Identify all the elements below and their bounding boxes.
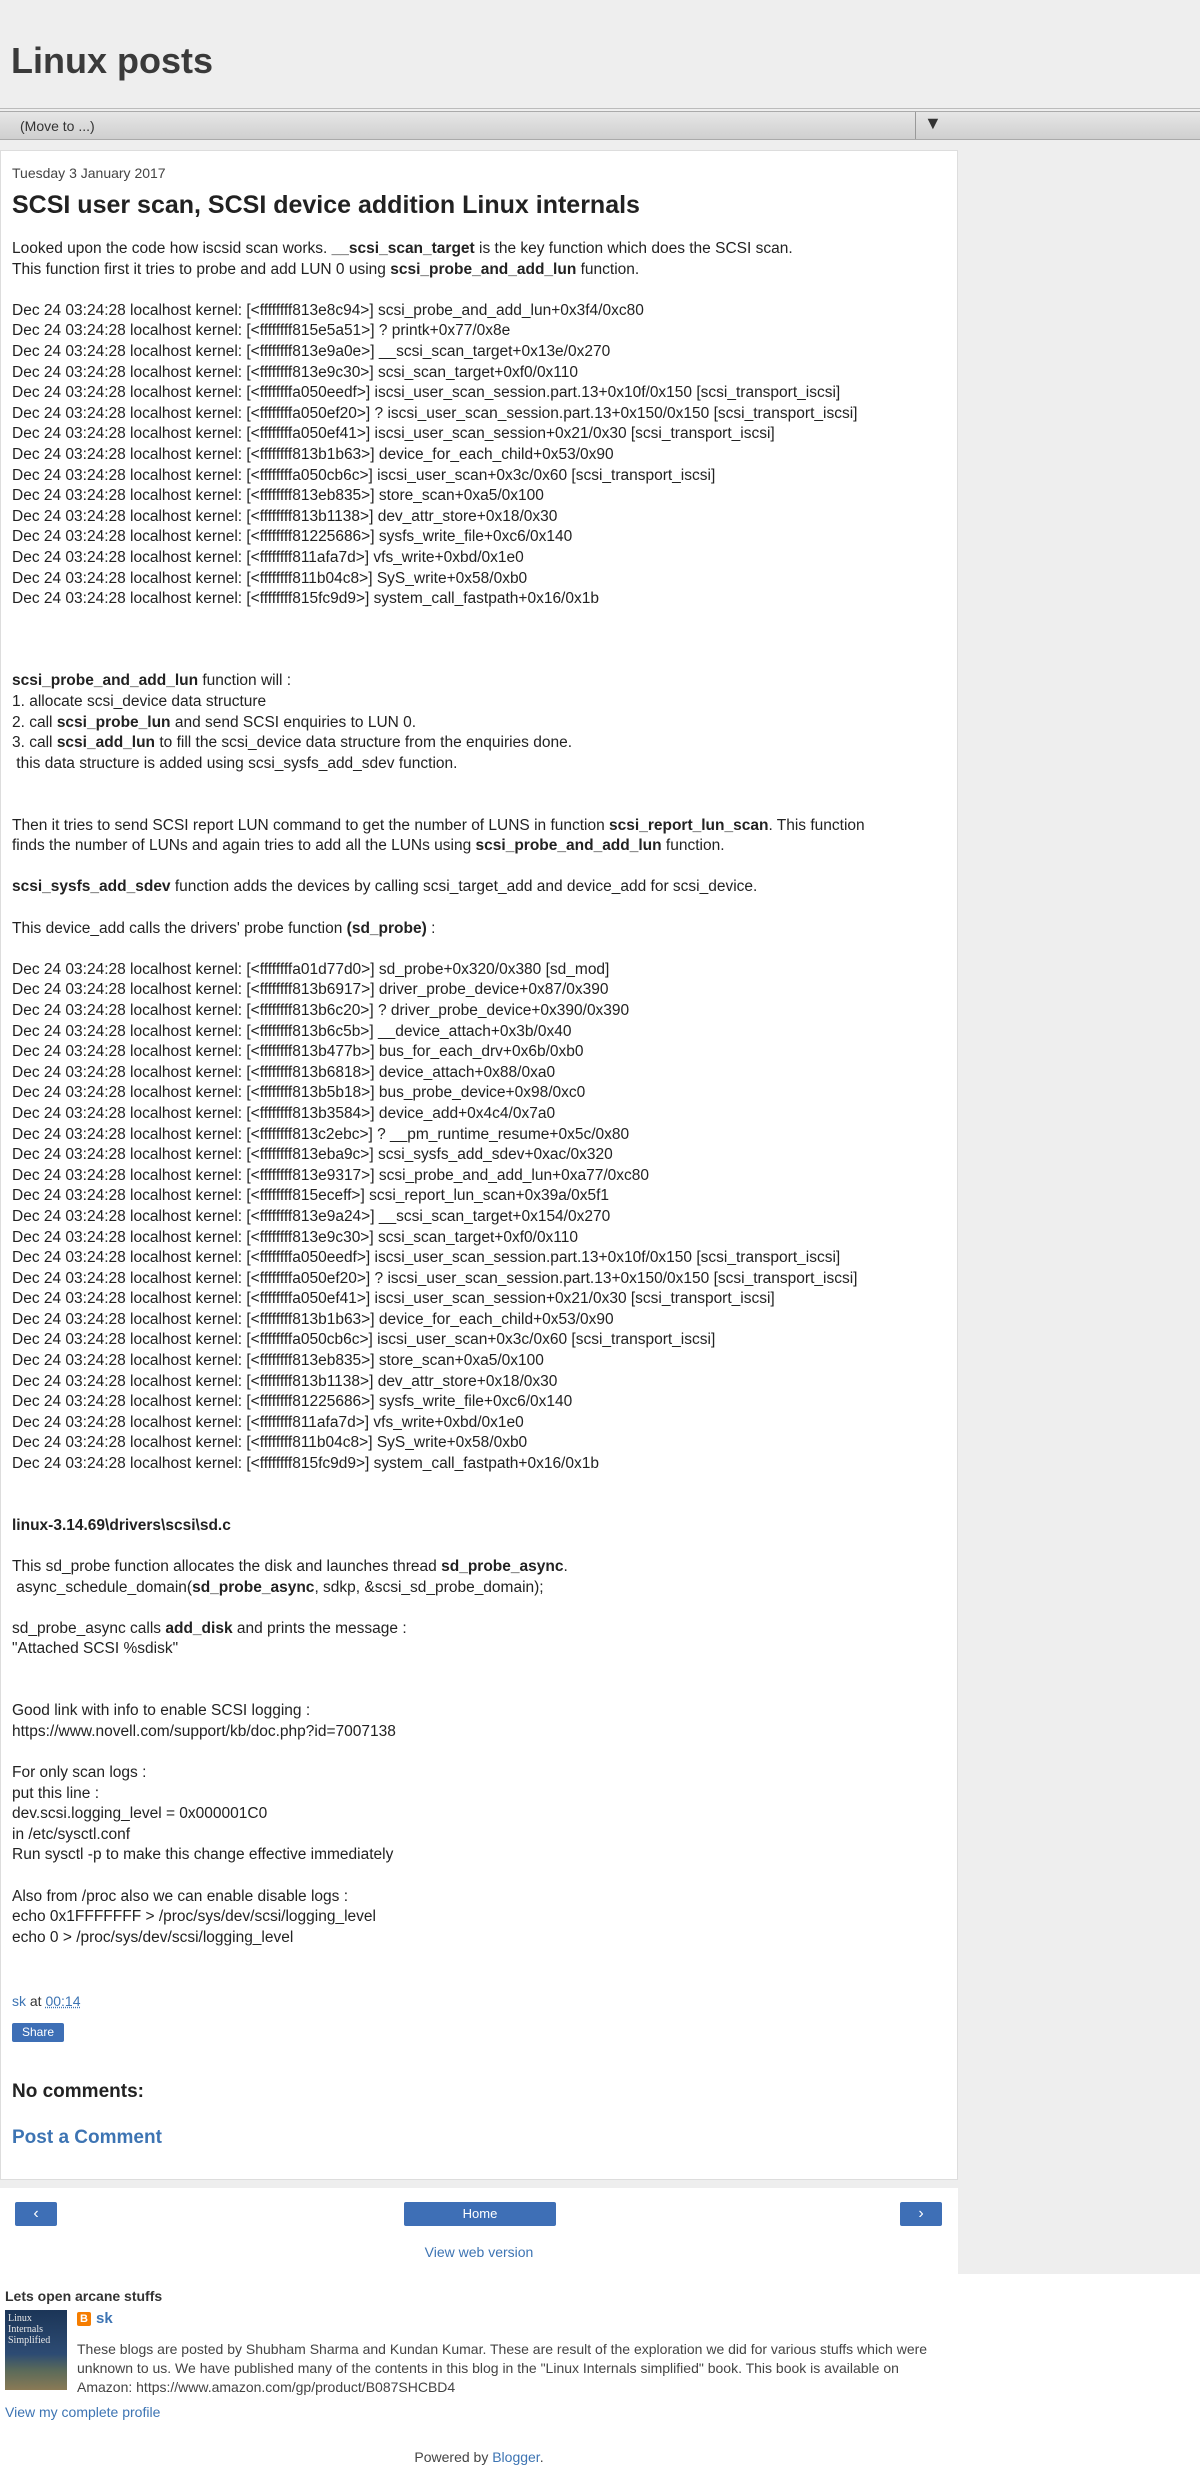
trace-line: Dec 24 03:24:28 localhost kernel: [<ffffffff813e9a24>] __scsi_scan_target+0x154/0x270	[12, 1207, 611, 1225]
trace-line: Dec 24 03:24:28 localhost kernel: [<ffffffff813b1138>] dev_attr_store+0x18/0x30	[12, 1372, 558, 1390]
trace-line: Dec 24 03:24:28 localhost kernel: [<ffffffff811b04c8>] SyS_write+0x58/0xb0	[12, 569, 528, 587]
trace-line: Dec 24 03:24:28 localhost kernel: [<ffffffff813b6c5b>] __device_attach+0x3b/0x40	[12, 1022, 572, 1040]
trace-line: Dec 24 03:24:28 localhost kernel: [<ffffffff811b04c8>] SyS_write+0x58/0xb0	[12, 1434, 528, 1452]
no-comments-heading: No comments:	[12, 2081, 144, 2102]
proc-logs-line: echo 0 > /proc/sys/dev/scsi/logging_level	[12, 1928, 294, 1946]
blog-title[interactable]: Linux posts	[11, 40, 214, 81]
scan-logs-line: in /etc/sysctl.conf	[12, 1825, 131, 1843]
powered-by: Powered by Blogger.	[414, 2449, 544, 2465]
trace-line: Dec 24 03:24:28 localhost kernel: [<ffffffff813b3584>] device_add+0x4c4/0x7a0	[12, 1104, 556, 1122]
scan-logs-block	[12, 1763, 947, 1866]
share-button[interactable]: Share	[12, 2023, 64, 2042]
post-title: SCSI user scan, SCSI device addition Linux internals	[12, 191, 640, 219]
mobile-nav-select[interactable]	[0, 111, 1200, 140]
trace-line: Dec 24 03:24:28 localhost kernel: [<ffffffff813e9a0e>] __scsi_scan_target+0x13e/0x270	[12, 342, 611, 360]
trace-line: Dec 24 03:24:28 localhost kernel: [<ffffffff81225686>] sysfs_write_file+0xc6/0x140	[12, 528, 573, 546]
nav-select-label: (Move to ...)	[20, 118, 95, 134]
proc-logs-block	[12, 1887, 947, 1949]
trace-line: Dec 24 03:24:28 localhost kernel: [<ffffffff813b6c20>] ? driver_probe_device+0x390/0x390	[12, 1001, 630, 1019]
source-path-heading: linux-3.14.69\drivers\scsi\sd.c	[12, 1516, 231, 1534]
trace-line: Dec 24 03:24:28 localhost kernel: [<ffffffff813b1b63>] device_for_each_child+0x53/0x90	[12, 1310, 614, 1328]
post-date: Tuesday 3 January 2017	[12, 165, 166, 181]
profile-name-link[interactable]: sk	[96, 2310, 113, 2327]
scan-logs-line: For only scan logs :	[12, 1763, 147, 1781]
blog-header	[0, 0, 1200, 108]
trace-line: Dec 24 03:24:28 localhost kernel: [<ffffffffa050ef41>] iscsi_user_scan_session+0x21/0x30 [scsi_transport_iscsi]	[12, 1290, 775, 1308]
post-author-link[interactable]: sk	[12, 1993, 26, 2009]
trace-line: Dec 24 03:24:28 localhost kernel: [<ffffffff813b6818>] device_attach+0x88/0xa0	[12, 1063, 556, 1081]
intro-line-1: Looked upon the code how iscsid scan works. __scsi_scan_target is the key function which does the SCSI scan.	[12, 240, 793, 257]
trace-line: Dec 24 03:24:28 localhost kernel: [<ffffffff813b5b18>] bus_probe_device+0x98/0xc0	[12, 1084, 586, 1102]
post-container	[0, 150, 958, 2180]
scan-logs-line: Run sysctl -p to make this change effective immediately	[12, 1846, 394, 1864]
sd-probe-line-1: This sd_probe function allocates the disk and launches thread sd_probe_async.	[12, 1558, 568, 1576]
header-divider	[0, 108, 1200, 109]
view-profile-link[interactable]: View my complete profile	[5, 2404, 161, 2420]
trace-line: Dec 24 03:24:28 localhost kernel: [<ffffffff813c2ebc>] ? __pm_runtime_resume+0x5c/0x80	[12, 1125, 630, 1143]
probe-step-3: 3. call scsi_add_lun to fill the scsi_device data structure from the enquiries done.	[12, 734, 573, 752]
newer-post-button[interactable]: ‹	[15, 2202, 57, 2226]
probe-heading: scsi_probe_and_add_lun function will :	[12, 672, 292, 690]
trace-line: Dec 24 03:24:28 localhost kernel: [<ffffffff813eb835>] store_scan+0xa5/0x100	[12, 487, 544, 505]
trace-line: Dec 24 03:24:28 localhost kernel: [<ffffffff813b6917>] driver_probe_device+0x87/0x390	[12, 981, 609, 999]
intro-line-2: This function first it tries to probe and add LUN 0 using scsi_probe_and_add_lun function.	[12, 260, 640, 278]
trace-line: Dec 24 03:24:28 localhost kernel: [<ffffffffa050ef20>] ? iscsi_user_scan_session.part.13+0x150/0x150 [scsi_transport_iscsi]	[12, 404, 858, 422]
web-version-link[interactable]: View web version	[424, 2244, 534, 2260]
device-add-line: This device_add calls the drivers' probe function (sd_probe) :	[12, 919, 436, 937]
trace-line: Dec 24 03:24:28 localhost kernel: [<ffffffffa050ef41>] iscsi_user_scan_session+0x21/0x30 [scsi_transport_iscsi]	[12, 425, 775, 443]
trace-line: Dec 24 03:24:28 localhost kernel: [<ffffffff813e9c30>] scsi_scan_target+0xf0/0x110	[12, 1228, 579, 1246]
trace-line: Dec 24 03:24:28 localhost kernel: [<ffffffffa01d77d0>] sd_probe+0x320/0x380 [sd_mod]	[12, 960, 610, 978]
kernel-trace-1	[12, 301, 947, 610]
logging-line: Good link with info to enable SCSI logging :	[12, 1702, 311, 1720]
proc-logs-line: echo 0x1FFFFFFF > /proc/sys/dev/scsi/logging_level	[12, 1908, 376, 1926]
trace-line: Dec 24 03:24:28 localhost kernel: [<ffffffff815e5a51>] ? printk+0x77/0x8e	[12, 322, 511, 340]
trace-line: Dec 24 03:24:28 localhost kernel: [<ffffffff813b477b>] bus_for_each_drv+0x6b/0xb0	[12, 1043, 584, 1061]
trace-line: Dec 24 03:24:28 localhost kernel: [<ffffffff811afa7d>] vfs_write+0xbd/0x1e0	[12, 1413, 524, 1431]
report-line-1: Then it tries to send SCSI report LUN command to get the number of LUNS in function scsi_report_lun_scan. This function	[12, 816, 865, 834]
trace-line: Dec 24 03:24:28 localhost kernel: [<ffffffffa050cb6c>] iscsi_user_scan+0x3c/0x60 [scsi_transport_iscsi]	[12, 466, 716, 484]
profile-section	[0, 2274, 1200, 2478]
trace-line: Dec 24 03:24:28 localhost kernel: [<ffffffffa050ef20>] ? iscsi_user_scan_session.part.13+0x150/0x150 [scsi_transport_iscsi]	[12, 1269, 858, 1287]
trace-line: Dec 24 03:24:28 localhost kernel: [<ffffffff813b1138>] dev_attr_store+0x18/0x30	[12, 507, 558, 525]
profile-description: These blogs are posted by Shubham Sharma and Kundan Kumar. These are result of the exploration we did for various stuffs which were unknown to us. We have published many of the contents in this blog in the "Linux Internals simplified" book. This book is available on Amazon: https://www.amazon.com/gp/product/B087SHCBD4	[77, 2341, 928, 2395]
probe-step-2: 2. call scsi_probe_lun and send SCSI enquiries to LUN 0.	[12, 713, 417, 731]
book-cover-image[interactable]: Linux Internals Simplified	[5, 2310, 67, 2390]
trace-line: Dec 24 03:24:28 localhost kernel: [<ffffffff813e9c30>] scsi_scan_target+0xf0/0x110	[12, 363, 579, 381]
blogger-link[interactable]: Blogger	[492, 2449, 540, 2465]
trace-line: Dec 24 03:24:28 localhost kernel: [<ffffffffa050eedf>] iscsi_user_scan_session.part.13+0x10f/0x150 [scsi_transport_iscsi]	[12, 1249, 841, 1267]
blogger-profile-icon: B	[77, 2312, 91, 2326]
post-footer: sk at 00:14	[12, 1993, 81, 2009]
scan-logs-line: put this line :	[12, 1784, 100, 1802]
report-line-2: finds the number of LUNs and again tries to add all the LUNs using scsi_probe_and_add_lun function.	[12, 837, 725, 855]
older-post-button[interactable]: ›	[900, 2202, 942, 2226]
async-line-1: sd_probe_async calls add_disk and prints the message :	[12, 1619, 407, 1637]
trace-line: Dec 24 03:24:28 localhost kernel: [<ffffffff813b1b63>] device_for_each_child+0x53/0x90	[12, 445, 614, 463]
trace-line: Dec 24 03:24:28 localhost kernel: [<ffffffff813eba9c>] scsi_sysfs_add_sdev+0xac/0x320	[12, 1146, 613, 1164]
post-comment-link[interactable]: Post a Comment	[12, 2127, 162, 2148]
probe-note: this data structure is added using scsi_sysfs_add_sdev function.	[12, 754, 458, 772]
logging-block	[12, 1701, 947, 1742]
kernel-trace-2	[12, 960, 947, 1475]
sysfs-line: scsi_sysfs_add_sdev function adds the devices by calling scsi_target_add and device_add for scsi_device.	[12, 878, 758, 896]
trace-line: Dec 24 03:24:28 localhost kernel: [<ffffffff815eceff>] scsi_report_lun_scan+0x39a/0x5f1	[12, 1187, 610, 1205]
dropdown-arrow-icon[interactable]: ▼	[924, 113, 942, 133]
profile-heading: Lets open arcane stuffs	[5, 2288, 163, 2304]
trace-line: Dec 24 03:24:28 localhost kernel: [<ffffffffa050cb6c>] iscsi_user_scan+0x3c/0x60 [scsi_transport_iscsi]	[12, 1331, 716, 1349]
sd-probe-line-2: async_schedule_domain(sd_probe_async, sdkp, &scsi_sd_probe_domain);	[12, 1578, 544, 1596]
blog-pager	[0, 2188, 958, 2274]
trace-line: Dec 24 03:24:28 localhost kernel: [<ffffffff815fc9d9>] system_call_fastpath+0x16/0x1b	[12, 1455, 599, 1473]
post-body	[12, 239, 947, 1948]
trace-line: Dec 24 03:24:28 localhost kernel: [<ffffffff813e8c94>] scsi_probe_and_add_lun+0x3f4/0xc80	[12, 301, 644, 319]
proc-logs-line: Also from /proc also we can enable disable logs :	[12, 1887, 349, 1905]
post-timestamp-link[interactable]: 00:14	[45, 1993, 81, 2009]
scan-logs-line: dev.scsi.logging_level = 0x000001C0	[12, 1805, 268, 1823]
trace-line: Dec 24 03:24:28 localhost kernel: [<ffffffff811afa7d>] vfs_write+0xbd/0x1e0	[12, 548, 524, 566]
home-button[interactable]: Home	[404, 2202, 556, 2226]
async-line-2: "Attached SCSI %sdisk"	[12, 1640, 179, 1658]
trace-line: Dec 24 03:24:28 localhost kernel: [<ffffffff815fc9d9>] system_call_fastpath+0x16/0x1b	[12, 590, 599, 608]
nav-divider	[915, 112, 916, 139]
trace-line: Dec 24 03:24:28 localhost kernel: [<ffffffff813e9317>] scsi_probe_and_add_lun+0xa77/0xc80	[12, 1166, 650, 1184]
trace-line: Dec 24 03:24:28 localhost kernel: [<ffffffff813eb835>] store_scan+0xa5/0x100	[12, 1352, 544, 1370]
logging-line: https://www.novell.com/support/kb/doc.php?id=7007138	[12, 1722, 396, 1740]
probe-step-1: 1. allocate scsi_device data structure	[12, 693, 267, 711]
trace-line: Dec 24 03:24:28 localhost kernel: [<ffffffff81225686>] sysfs_write_file+0xc6/0x140	[12, 1393, 573, 1411]
trace-line: Dec 24 03:24:28 localhost kernel: [<ffffffffa050eedf>] iscsi_user_scan_session.part.13+0x10f/0x150 [scsi_transport_iscsi]	[12, 384, 841, 402]
